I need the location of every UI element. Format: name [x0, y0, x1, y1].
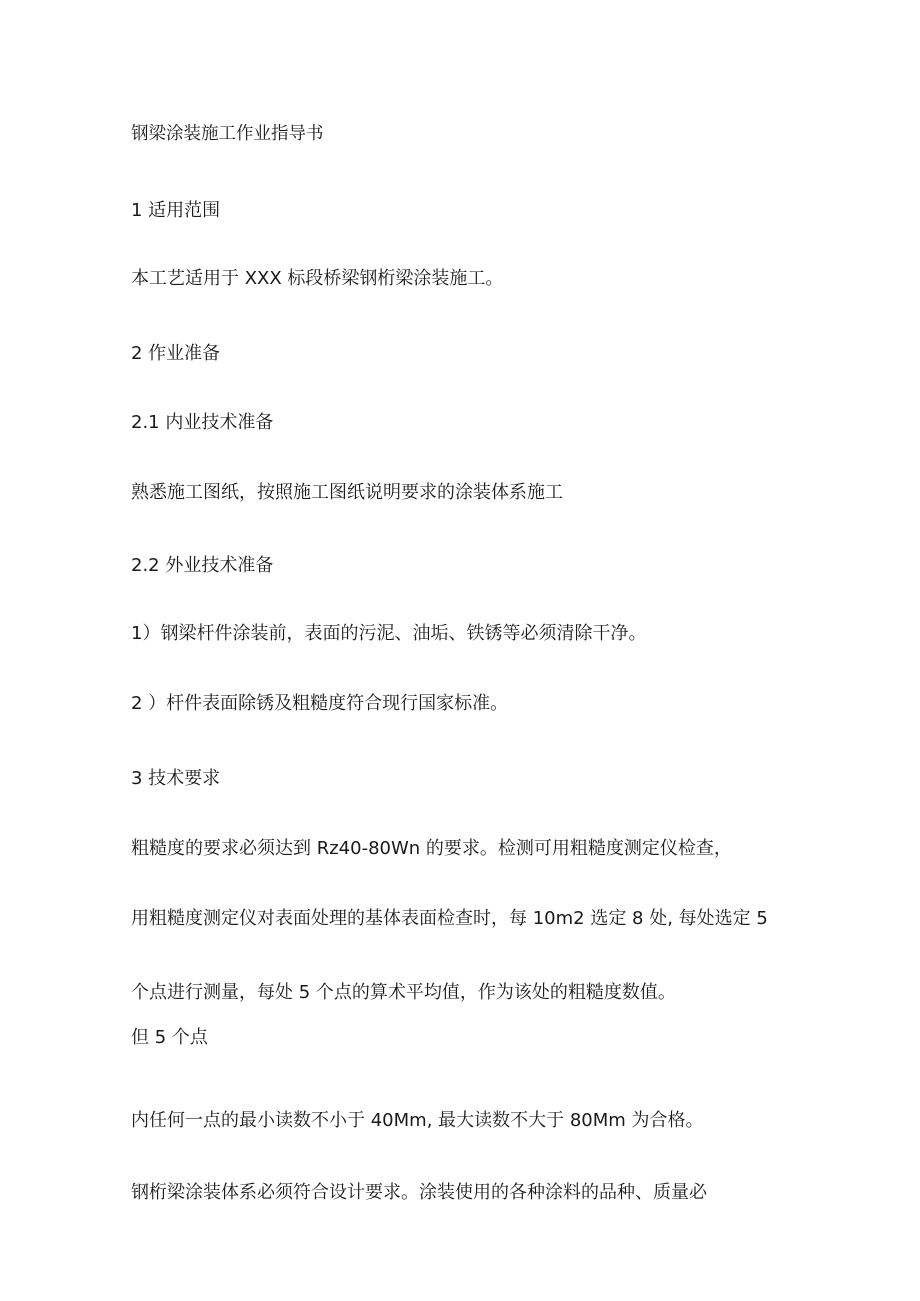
paragraph-internal-prep: 熟悉施工图纸，按照施工图纸说明要求的涂装体系施工 [131, 482, 563, 503]
paragraph-coating-system: 钢桁梁涂装体系必须符合设计要求。涂装使用的各种涂料的品种、质量必 [131, 1182, 707, 1203]
paragraph-roughness-line-3: 个点进行测量，每处 5 个点的算术平均值，作为该处的粗糙度数值。 [131, 982, 676, 1003]
paragraph-roughness-line-1: 粗糙度的要求必须达到 Rz40-80Wn 的要求。检测可用粗糙度测定仪检查， [131, 838, 732, 859]
subsection-heading-2-1: 2.1 内业技术准备 [131, 412, 274, 433]
paragraph-roughness-line-5: 内任何一点的最小读数不小于 40Mm, 最大读数不大于 80Mm 为合格。 [131, 1110, 704, 1131]
paragraph-scope: 本工艺适用于 XXX 标段桥梁钢桁梁涂装施工。 [131, 268, 504, 289]
section-heading-3: 3 技术要求 [131, 768, 221, 789]
subsection-heading-2-2: 2.2 外业技术准备 [131, 555, 274, 576]
list-item-1: 1）钢梁杆件涂装前，表面的污泥、油垢、铁锈等必须清除干净。 [131, 623, 647, 644]
list-item-2: 2 ）杆件表面除锈及粗糙度符合现行国家标准。 [131, 693, 509, 714]
paragraph-roughness-line-2: 用粗糙度测定仪对表面处理的基体表面检查时，每 10m2 选定 8 处, 每处选定 5 [131, 908, 768, 929]
document-title: 钢梁涂装施工作业指导书 [131, 124, 324, 144]
section-heading-1: 1 适用范围 [131, 200, 221, 221]
paragraph-roughness-line-4: 但 5 个点 [131, 1027, 208, 1048]
section-heading-2: 2 作业准备 [131, 343, 221, 364]
